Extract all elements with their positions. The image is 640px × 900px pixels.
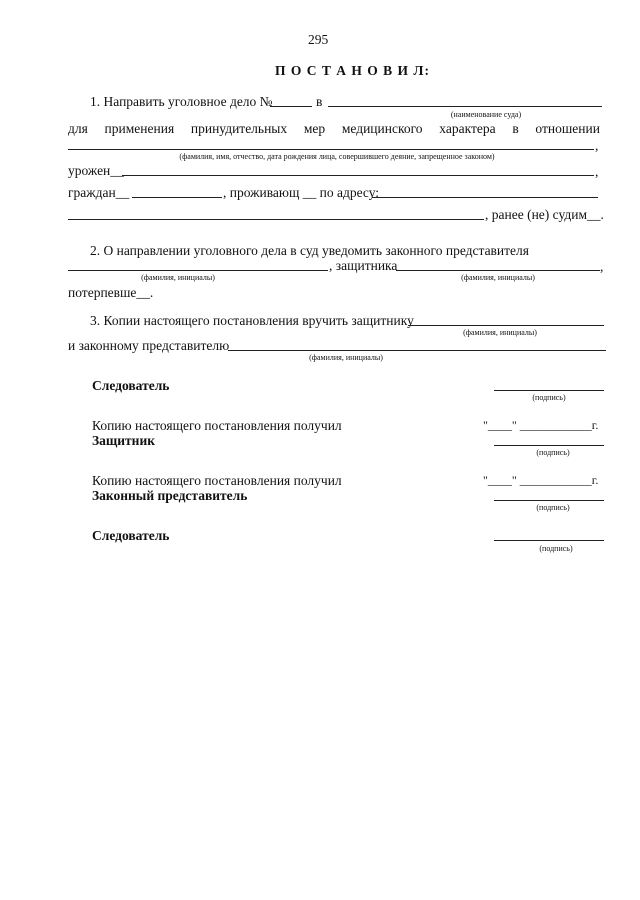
row-word: применения xyxy=(104,121,175,136)
signature-line[interactable] xyxy=(494,445,604,446)
rep-name-blank[interactable] xyxy=(228,350,606,351)
signature-caption: (подпись) xyxy=(536,503,570,512)
person-blank[interactable] xyxy=(68,149,594,150)
investigator-label: Следователь xyxy=(92,378,170,393)
def-caption: (фамилия, инициалы) xyxy=(461,273,535,282)
born-label: урожен__ xyxy=(68,163,124,178)
row-word: для xyxy=(68,121,88,136)
signature-line[interactable] xyxy=(494,500,604,501)
direct-case-text: 1. Направить уголовное дело № xyxy=(90,94,273,109)
date-field[interactable]: "____" ____________г. xyxy=(483,473,599,487)
rep-caption: (фамилия, инициалы) xyxy=(141,273,215,282)
investigator-label: Следователь xyxy=(92,528,170,543)
record-label: , ранее (не) судим__. xyxy=(485,207,604,222)
defender-sign-label: Защитник xyxy=(92,433,156,448)
signature-caption: (подпись) xyxy=(539,544,573,553)
signature-line[interactable] xyxy=(494,390,604,391)
defender-label: , защитника xyxy=(329,258,398,273)
legal-rep-blank[interactable] xyxy=(68,270,328,271)
row-word: медицинского xyxy=(341,121,423,136)
address-blank[interactable] xyxy=(372,197,598,198)
row-word: принудительных xyxy=(190,121,288,136)
comma: , xyxy=(595,164,599,179)
court-caption: (наименование суда) xyxy=(450,110,522,119)
row-word: в xyxy=(512,121,519,136)
defender-name-blank[interactable] xyxy=(408,325,604,326)
signature-line[interactable] xyxy=(494,540,604,541)
document-heading: П О С Т А Н О В И Л: xyxy=(275,63,430,78)
date-field[interactable]: "____" ____________г. xyxy=(483,418,599,432)
row-word: отношении xyxy=(535,121,600,136)
court-name-blank[interactable] xyxy=(328,106,602,107)
comma: , xyxy=(595,138,599,153)
in-text: в xyxy=(316,94,323,109)
def-caption: (фамилия, инициалы) xyxy=(463,328,537,337)
person-caption: (фамилия, имя, отчество, дата рождения лица, совершившего деяние, запрещенное законом) xyxy=(179,152,495,161)
living-label: , проживающ __ по адресу: xyxy=(223,185,380,200)
signature-caption: (подпись) xyxy=(532,393,566,402)
measures-row xyxy=(68,121,600,137)
row-word: мер xyxy=(303,121,326,136)
rep-caption: (фамилия, инициалы) xyxy=(309,353,383,362)
comma: , xyxy=(600,259,604,274)
address-blank-2[interactable] xyxy=(68,219,484,220)
received-copy-text: Копию настоящего постановления получил xyxy=(92,418,342,433)
citizenship-blank[interactable] xyxy=(132,197,222,198)
defender-blank[interactable] xyxy=(396,270,600,271)
legal-rep-sign-label: Законный представитель xyxy=(92,488,248,503)
case-number-blank[interactable] xyxy=(270,106,312,107)
citizen-label: граждан__ xyxy=(68,185,130,200)
copies-text: 3. Копии настоящего постановления вручить защитнику xyxy=(90,313,414,328)
rep-text: и законному представителю xyxy=(68,338,230,353)
received-copy-text: Копию настоящего постановления получил xyxy=(92,473,342,488)
notify-text: 2. О направлении уголовного дела в суд уведомить законного представителя xyxy=(90,243,529,258)
page-number: 295 xyxy=(308,32,329,47)
born-blank[interactable] xyxy=(122,175,594,176)
row-word: характера xyxy=(439,121,496,136)
victim-text: потерпевше__. xyxy=(68,285,154,300)
signature-caption: (подпись) xyxy=(536,448,570,457)
